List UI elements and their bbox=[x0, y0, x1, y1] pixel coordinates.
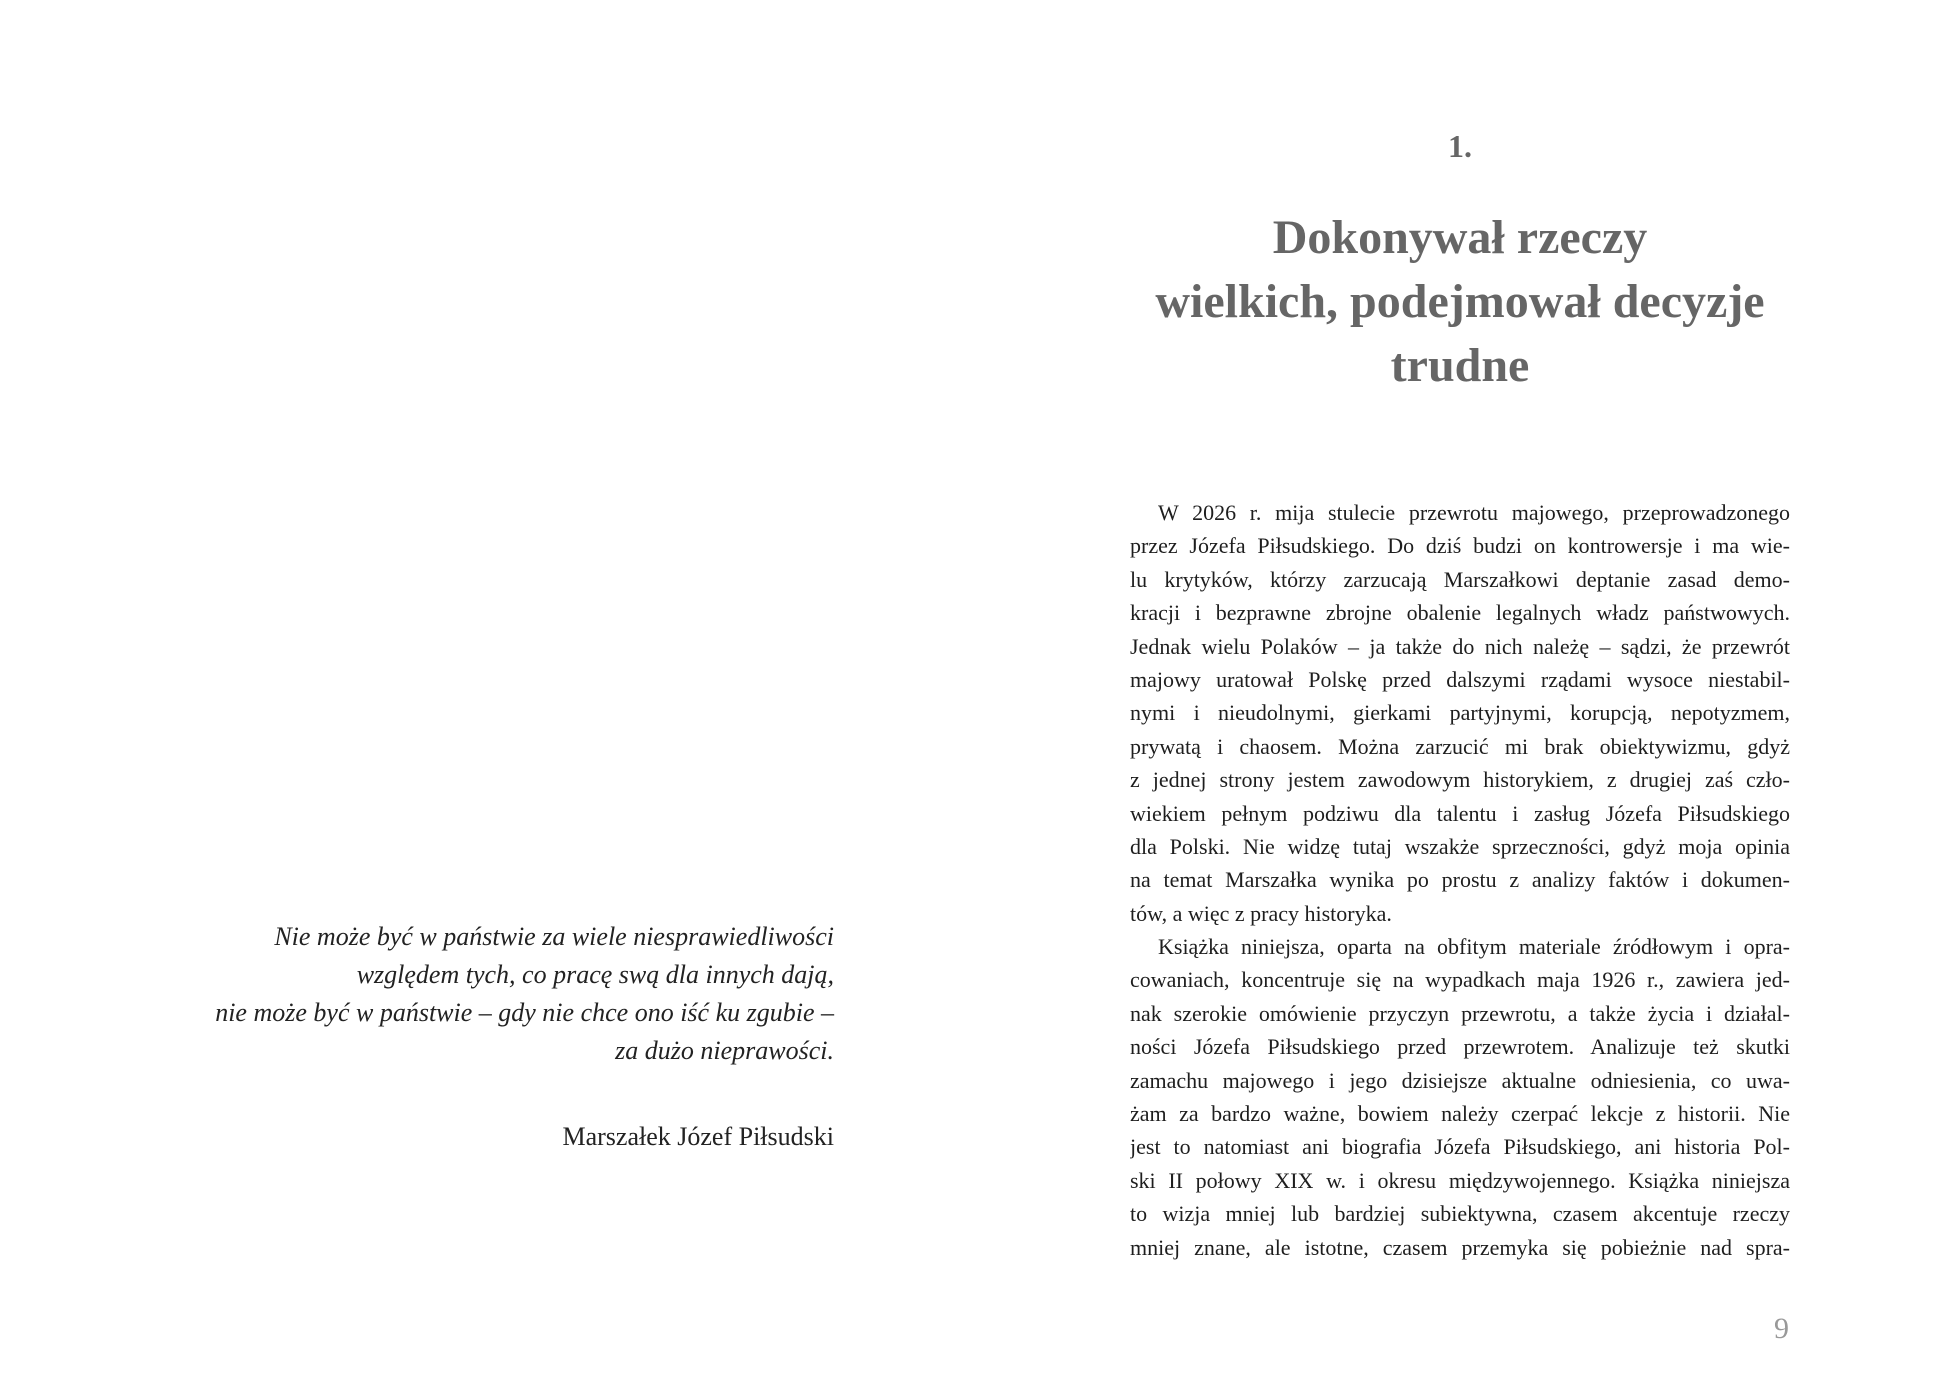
body-line: W 2026 r. mija stulecie przewrotu majowego, przeprowadzonego bbox=[1158, 500, 1790, 525]
epigraph-line: względem tych, co pracę swą dla innych dają, bbox=[356, 960, 834, 989]
right-page bbox=[974, 0, 1949, 1388]
body-line: cowaniach, koncentruje się na wypadkach maja 1926 r., zawiera jed- bbox=[1130, 967, 1790, 993]
body-line: przez Józefa Piłsudskiego. Do dziś budzi on kontrowersje i ma wie- bbox=[1130, 533, 1790, 559]
chapter-title bbox=[1130, 206, 1790, 398]
body-line: na temat Marszałka wynika po prostu z analizy faktów i dokumen- bbox=[1130, 867, 1790, 893]
body-text bbox=[1130, 496, 1790, 1264]
page-number: 9 bbox=[1774, 1312, 1789, 1345]
body-line: wiekiem pełnym podziwu dla talentu i zasług Józefa Piłsudskiego bbox=[1130, 800, 1790, 826]
body-line: Książka niniejsza, oparta na obfitym materiale źródłowym i opra- bbox=[1158, 934, 1790, 960]
body-line: prywatą i chaosem. Można zarzucić mi brak obiektywizmu, gdyż bbox=[1130, 733, 1790, 759]
body-line: tów, a więc z pracy historyka. bbox=[1130, 900, 1392, 926]
body-line: nymi i nieudolnymi, gierkami partyjnymi, korupcją, nepotyzmem, bbox=[1130, 700, 1790, 726]
body-line: dla Polski. Nie widzę tutaj wszakże sprzeczności, gdyż moja opinia bbox=[1130, 833, 1790, 859]
body-line: Jednak wielu Polaków – ja także do nich należę – sądzi, że przewrót bbox=[1130, 633, 1790, 659]
left-page bbox=[0, 0, 974, 1388]
chapter-title-line: trudne bbox=[1390, 339, 1530, 392]
body-line: z jednej strony jestem zawodowym historykiem, z drugiej zaś czło- bbox=[1130, 767, 1790, 793]
body-line: ności Józefa Piłsudskiego przed przewrotem. Analizuje też skutki bbox=[1130, 1034, 1790, 1060]
body-line: lu krytyków, którzy zarzucają Marszałkowi deptanie zasad demo- bbox=[1130, 566, 1790, 592]
body-line: żam za bardzo ważne, bowiem należy czerpać lekcje z historii. Nie bbox=[1130, 1101, 1790, 1127]
chapter-title-line: wielkich, podejmował decyzje bbox=[1155, 275, 1765, 328]
body-line: mniej znane, ale istotne, czasem przemyka się pobieżnie nad spra- bbox=[1130, 1234, 1790, 1260]
chapter-title-line: Dokonywał rzeczy bbox=[1272, 211, 1648, 264]
body-line: ski II połowy XIX w. i okresu międzywojennego. Książka niniejsza bbox=[1130, 1167, 1790, 1193]
chapter-number: 1. bbox=[1448, 128, 1472, 164]
body-line: kracji i bezprawne zbrojne obalenie legalnych władz państwowych. bbox=[1130, 600, 1790, 626]
body-line: majowy uratował Polskę przed dalszymi rządami wysoce niestabil- bbox=[1130, 666, 1790, 692]
epigraph-author: Marszałek Józef Piłsudski bbox=[562, 1122, 834, 1151]
body-line: zamachu majowego i jego dzisiejsze aktualne odniesienia, co uwa- bbox=[1130, 1067, 1790, 1093]
epigraph-line: nie może być w państwie – gdy nie chce ono iść ku zgubie – bbox=[215, 998, 834, 1027]
body-line: to wizja mniej lub bardziej subiektywna, czasem akcentuje rzeczy bbox=[1130, 1201, 1790, 1227]
body-line: nak szerokie omówienie przyczyn przewrotu, a także życia i działal- bbox=[1130, 1000, 1790, 1026]
epigraph-line: Nie może być w państwie za wiele niesprawiedliwości bbox=[274, 922, 834, 951]
epigraph-line: za dużo nieprawości. bbox=[615, 1036, 834, 1065]
body-line: jest to natomiast ani biografia Józefa Piłsudskiego, ani historia Pol- bbox=[1130, 1134, 1790, 1160]
epigraph bbox=[74, 918, 834, 1070]
